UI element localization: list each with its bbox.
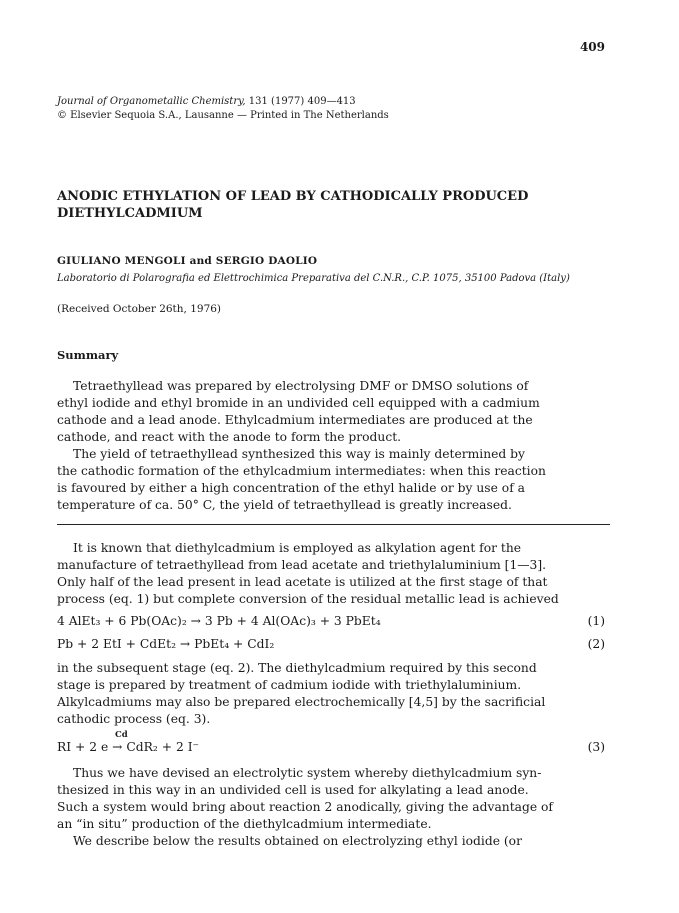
copyright-line: © Elsevier Sequoia S.A., Lausanne — Printed in The Netherlands [57,110,389,121]
text-line: manufacture of tetraethyllead from lead acetate and triethylaluminium [1—3]. [57,558,547,572]
summary-paragraph-1 [57,378,617,446]
text-line: Only half of the lead present in lead acetate is utilized at the first stage of that [57,575,548,589]
text-line: The yield of tetraethyllead synthesized this way is mainly determined by [73,447,525,461]
text-line: ethyl iodide and ethyl bromide in an undivided cell equipped with a cadmium [57,396,540,410]
equation-2 [57,637,605,654]
text-line: an “in situ” production of the diethylcadmium intermediate. [57,817,432,831]
article-title: ANODIC ETHYLATION OF LEAD BY CATHODICALLY PRODUCED DIETHYLCADMIUM [57,189,529,221]
equation-2-number: (2) [587,637,605,651]
journal-citation [57,95,356,108]
equation-2-text: Pb + 2 EtI + CdEt₂ → PbEt₄ + CdI₂ [57,637,275,651]
summary-paragraph-2 [57,446,617,514]
text-line: thesized in this way in an undivided cell is used for alkylating a lead anode. [57,783,529,797]
text-line: Such a system would bring about reaction 2 anodically, giving the advantage of [57,800,553,814]
text-line: process (eq. 1) but complete conversion of the residual metallic lead is achieved [57,592,559,606]
equation-1-number: (1) [587,614,605,628]
text-line: the cathodic formation of the ethylcadmium intermediates: when this reaction [57,464,546,478]
body-paragraph-1 [57,540,617,608]
equation-3 [57,730,605,757]
equation-3-catalyst: Cd [115,730,128,740]
page-number: 409 [579,40,605,54]
equation-3-number: (3) [587,740,605,754]
text-line: Thus we have devised an electrolytic system whereby diethylcadmium syn- [73,766,542,780]
text-line: It is known that diethylcadmium is employed as alkylation agent for the [73,541,522,555]
text-line: stage is prepared by treatment of cadmium iodide with triethylaluminium. [57,678,522,692]
affiliation: Laboratorio di Polarografia ed Elettrochimica Preparativa del C.N.R., C.P. 1075, 35100 Padova (Italy) [57,273,570,284]
equation-3-text: RI + 2 e → CdR₂ + 2 I⁻ [57,740,200,754]
text-line: temperature of ca. 50° C, the yield of tetraethyllead is greatly increased. [57,498,512,512]
equation-1-text: 4 AlEt₃ + 6 Pb(OAc)₂ → 3 Pb + 4 Al(OAc)₃ + 3 PbEt₄ [57,614,381,628]
equation-1 [57,614,605,631]
section-divider [57,524,610,525]
text-line: Alkylcadmiums may also be prepared electrochemically [4,5] by the sacrificial [57,695,546,709]
text-line: is favoured by either a high concentration of the ethyl halide or by use of a [57,481,525,495]
text-line: We describe below the results obtained on electrolyzing ethyl iodide (or [73,834,522,848]
body-paragraph-2 [57,660,617,728]
journal-reference: 131 (1977) 409—413 [245,96,356,107]
text-line: in the subsequent stage (eq. 2). The diethylcadmium required by this second [57,661,537,675]
text-line: cathodic process (eq. 3). [57,712,211,726]
text-line: cathode and a lead anode. Ethylcadmium intermediates are produced at the [57,413,533,427]
text-line: Tetraethyllead was prepared by electrolysing DMF or DMSO solutions of [73,379,529,393]
body-paragraph-3 [57,765,617,850]
text-line: cathode, and react with the anode to form the product. [57,430,402,444]
authors: GIULIANO MENGOLI and SERGIO DAOLIO [57,255,318,267]
summary-heading: Summary [57,348,119,362]
journal-name: Journal of Organometallic Chemistry, [57,96,246,107]
received-date: (Received October 26th, 1976) [57,303,222,315]
